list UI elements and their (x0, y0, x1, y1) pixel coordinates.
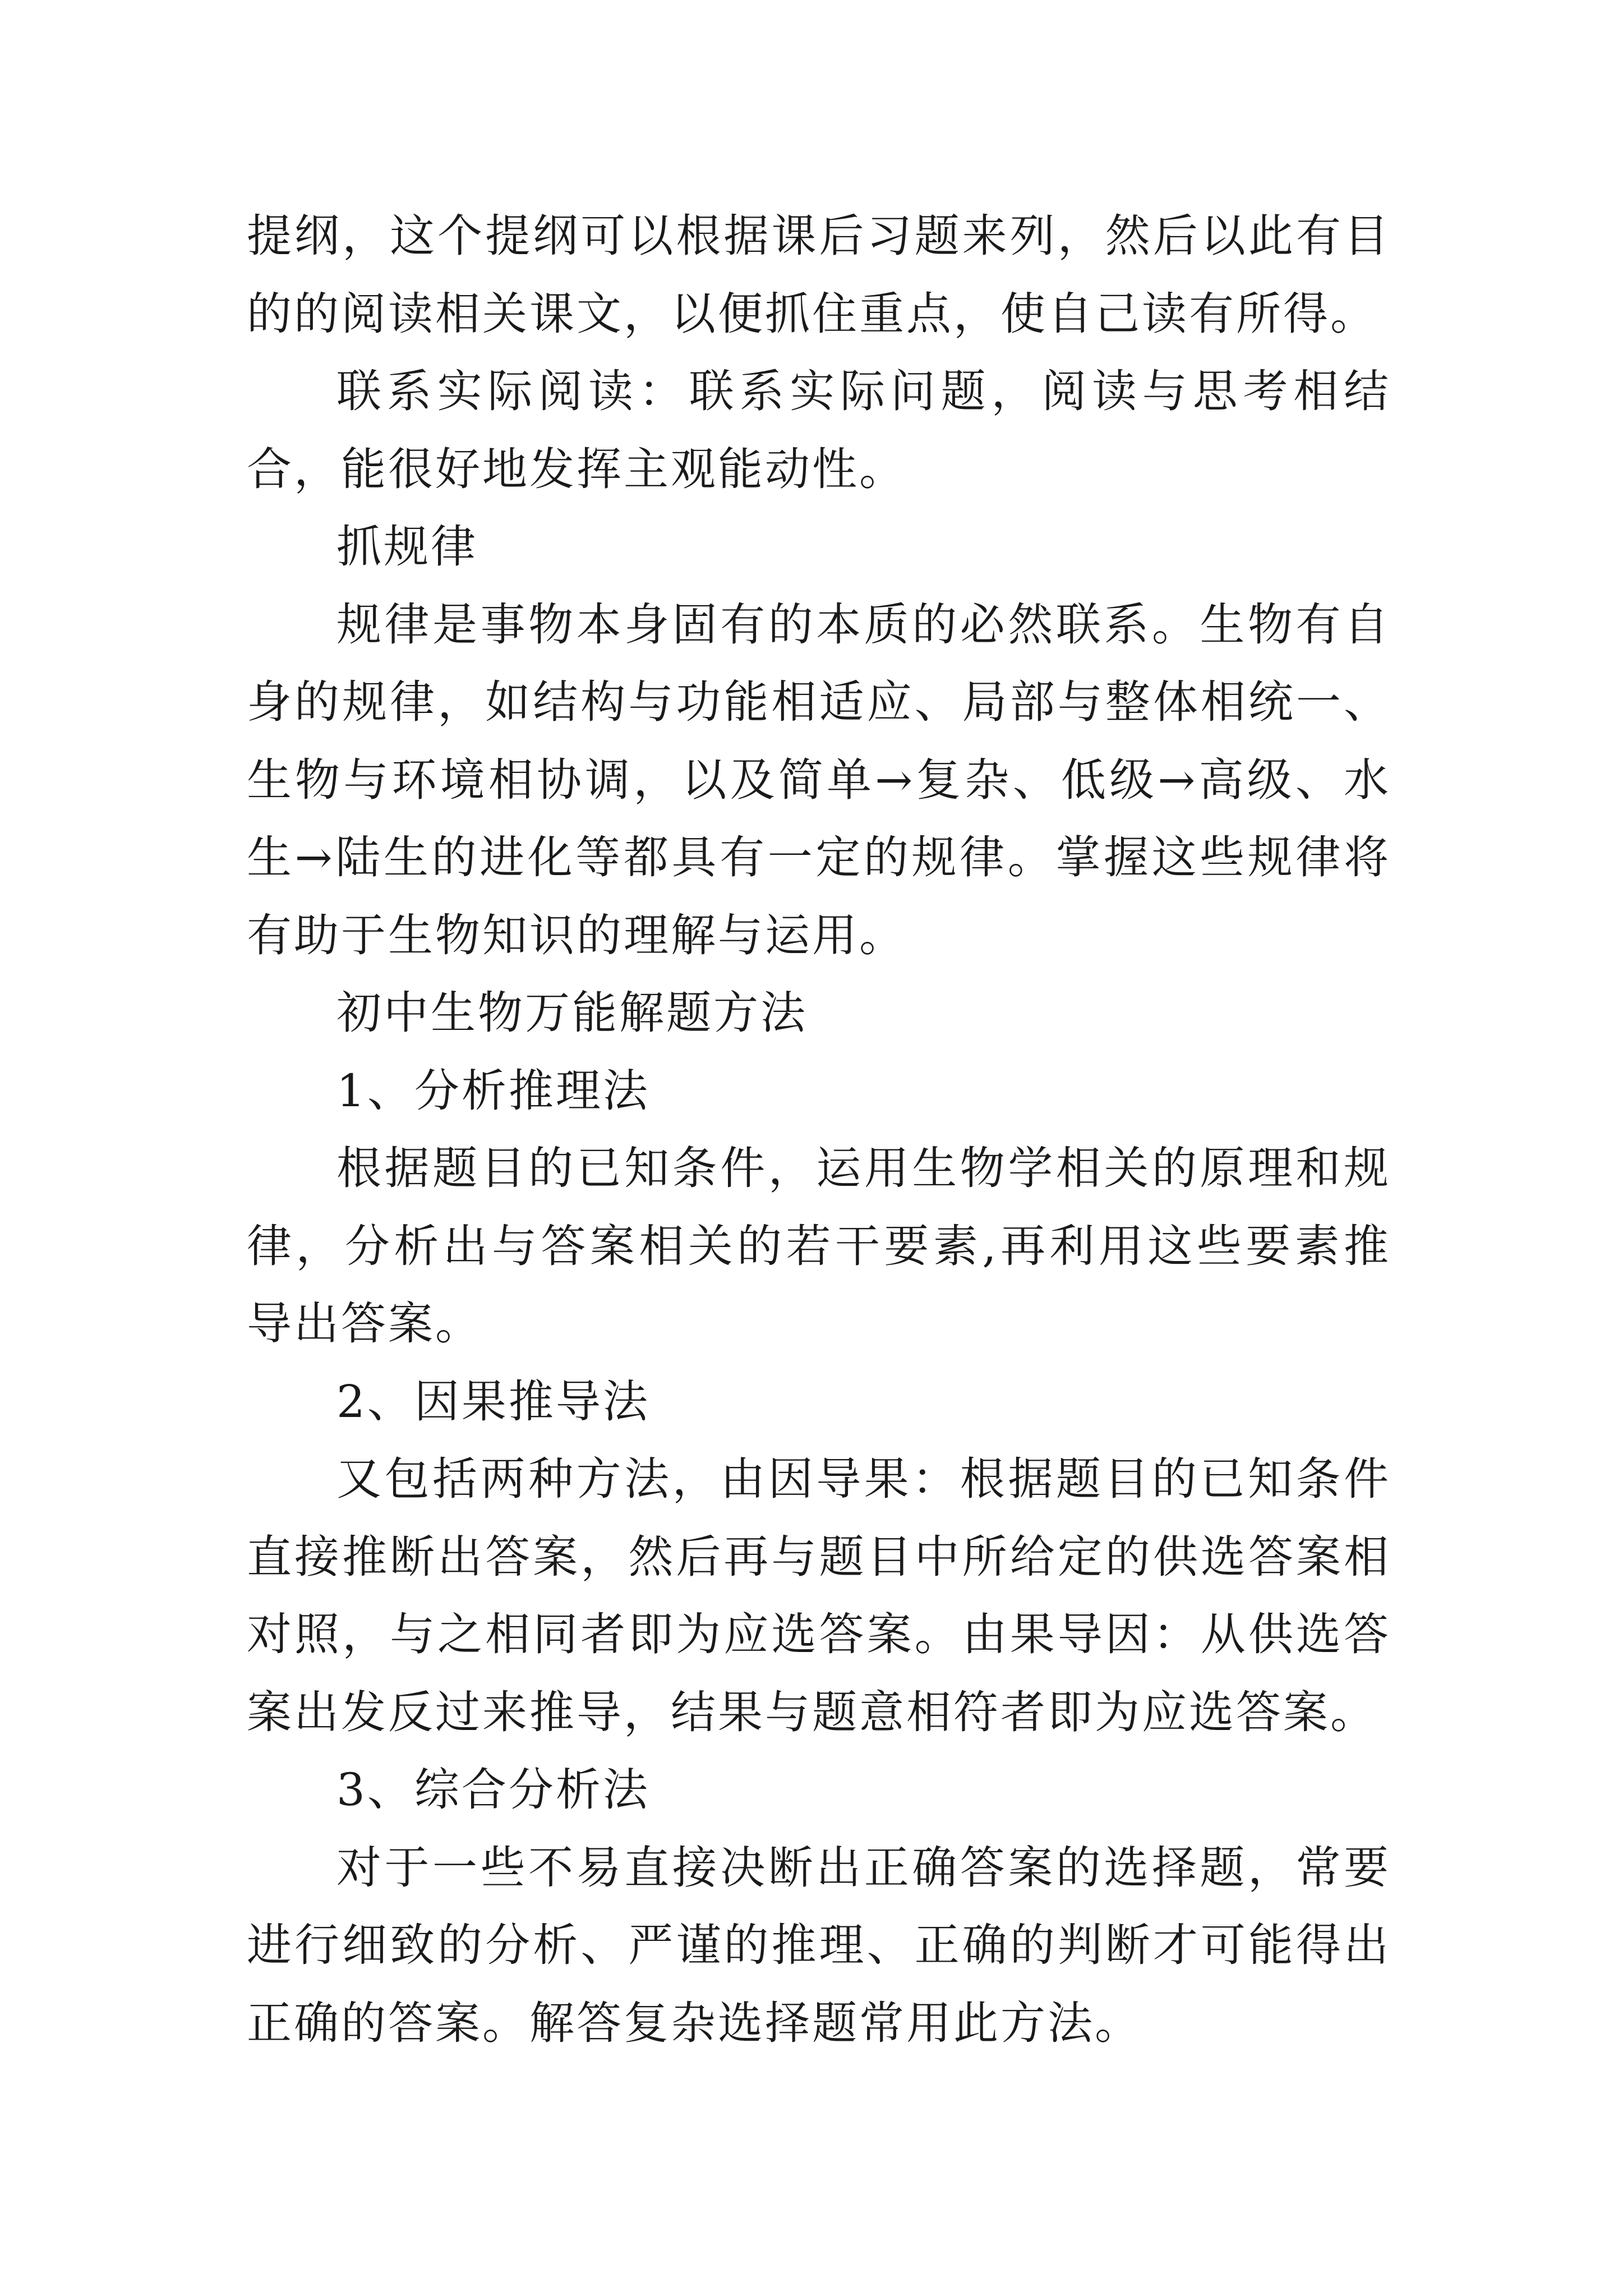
paragraph-method-1: 根据题目的已知条件，运用生物学相关的原理和规律，分析出与答案相关的若干要素,再利用这些要素推导出答案。 (247, 1142, 1391, 1350)
paragraph-practical-reading: 联系实际阅读：联系实际问题，阅读与思考相结合，能很好地发挥主观能动性。 (247, 365, 1391, 495)
heading-method-3: 3、综合分析法 (336, 1764, 650, 1816)
paragraph-method-2: 又包括两种方法，由因导果：根据题目的已知条件直接推断出答案，然后再与题目中所给定的供选答案相对照，与之相同者即为应选答案。由果导因：从供选答案出发反过来推导，结果与题意相符者即为应选答案。 (247, 1453, 1391, 1738)
paragraph-method-3: 对于一些不易直接决断出正确答案的选择题，常要进行细致的分析、严谨的推理、正确的判断才可能得出正确的答案。解答复杂选择题常用此方法。 (247, 1841, 1391, 2049)
heading-method-1: 1、分析推理法 (336, 1064, 650, 1117)
heading-grasp-rules: 抓规律 (336, 521, 478, 573)
document-body (247, 197, 1391, 2062)
paragraph-rules: 规律是事物本身固有的本质的必然联系。生物有自身的规律，如结构与功能相适应、局部与整体相统一、生物与环境相协调，以及简单→复杂、低级→高级、水生→陆生的进化等都具有一定的规律。掌握这些规律将有助于生物知识的理解与运用。 (247, 598, 1391, 961)
heading-solving-methods: 初中生物万能解题方法 (336, 987, 808, 1039)
heading-method-2: 2、因果推导法 (336, 1375, 650, 1428)
paragraph-outline-continued: 提纲，这个提纲可以根据课后习题来列，然后以此有目的的阅读相关课文，以便抓住重点，使自己读有所得。 (247, 210, 1391, 340)
